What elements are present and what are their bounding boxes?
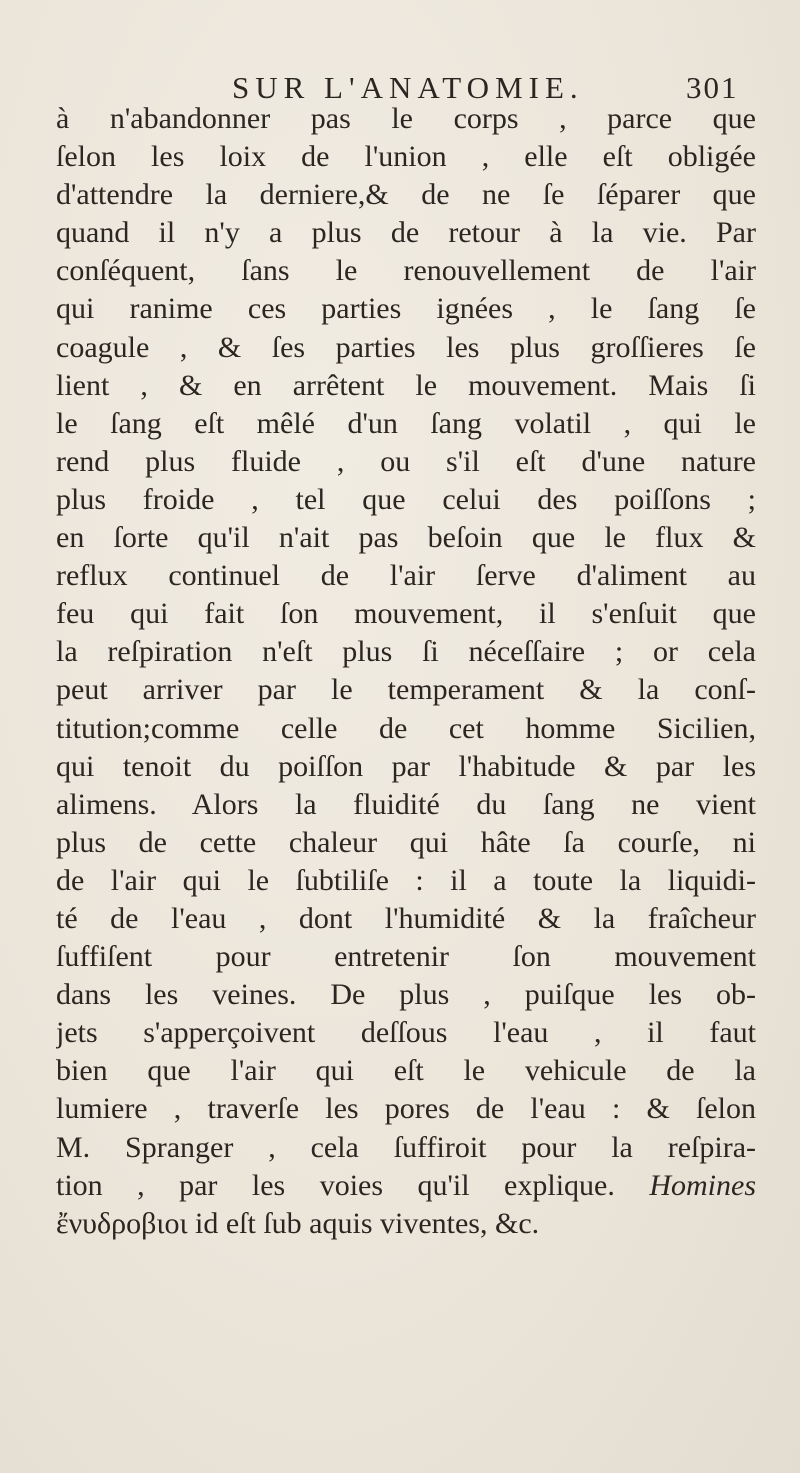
text-line: plus froide , tel que celui des poiſſons ; [56, 482, 756, 516]
text-line: dans les veines. De plus , puiſque les ob- [56, 978, 756, 1012]
text-line-with-italic [56, 1167, 756, 1205]
text-line: rend plus fluide , ou s'il eſt d'une nature [56, 444, 756, 478]
text-line: de l'air qui le ſubtiliſe : il a toute la liquidi- [56, 863, 756, 897]
text-line: plus de cette chaleur qui hâte ſa courſe, ni [56, 825, 756, 859]
text-line: feu qui fait ſon mouvement, il s'enſuit que [56, 597, 756, 631]
text-line: bien que l'air qui eſt le vehicule de la [56, 1054, 756, 1088]
greek-latin-line: ἔνυδροβιοι id eſt ſub aquis viventes, &c. [56, 1206, 540, 1240]
text-line: le ſang eſt mêlé d'un ſang volatil , qui le [56, 406, 756, 440]
text-line: ſelon les loix de l'union , elle eſt obligée [56, 140, 756, 174]
text-line: reflux continuel de l'air ſerve d'aliment au [56, 559, 756, 593]
text-line-roman: tion , par les voies qu'il explique. [56, 1168, 615, 1202]
italic-word: Homines [649, 1168, 756, 1202]
text-line: titution;comme celle de cet homme Sicilien, [56, 711, 756, 745]
text-line: ſuffiſent pour entretenir ſon mouvement [56, 940, 756, 974]
text-line: jets s'apperçoivent deſſous l'eau , il faut [56, 1016, 756, 1050]
text-line: M. Spranger , cela ſuffiroit pour la reſpira- [56, 1130, 756, 1164]
text-line: à n'abandonner pas le corps , parce que [56, 102, 756, 135]
page-number: 301 [686, 70, 739, 105]
running-head: SUR L'ANATOMIE. [232, 70, 584, 105]
text-line: té de l'eau , dont l'humidité & la fraîcheur [56, 901, 756, 935]
text-line: la reſpiration n'eſt plus ſi néceſſaire ; or cela [56, 635, 756, 669]
text-line: peut arriver par le temperament & la conſ- [56, 673, 756, 707]
text-line: en ſorte qu'il n'ait pas beſoin que le flux & [56, 521, 756, 555]
text-line: coagule , & ſes parties les plus groſſieres ſe [56, 330, 756, 364]
text-line: d'attendre la derniere,& de ne ſe ſéparer que [56, 178, 756, 212]
text-line: quand il n'y a plus de retour à la vie. Par [56, 216, 756, 250]
text-line: alimens. Alors la fluidité du ſang ne vient [56, 787, 756, 821]
text-line: lient , & en arrêtent le mouvement. Mais ſi [56, 368, 756, 402]
body-text [56, 100, 756, 1243]
text-line: qui tenoit du poiſſon par l'habitude & par les [56, 749, 756, 783]
text-line: lumiere , traverſe les pores de l'eau : & ſelon [56, 1092, 756, 1126]
text-line: conſéquent, ſans le renouvellement de l'air [56, 254, 756, 288]
text-line: qui ranime ces parties ignées , le ſang ſe [56, 292, 756, 326]
